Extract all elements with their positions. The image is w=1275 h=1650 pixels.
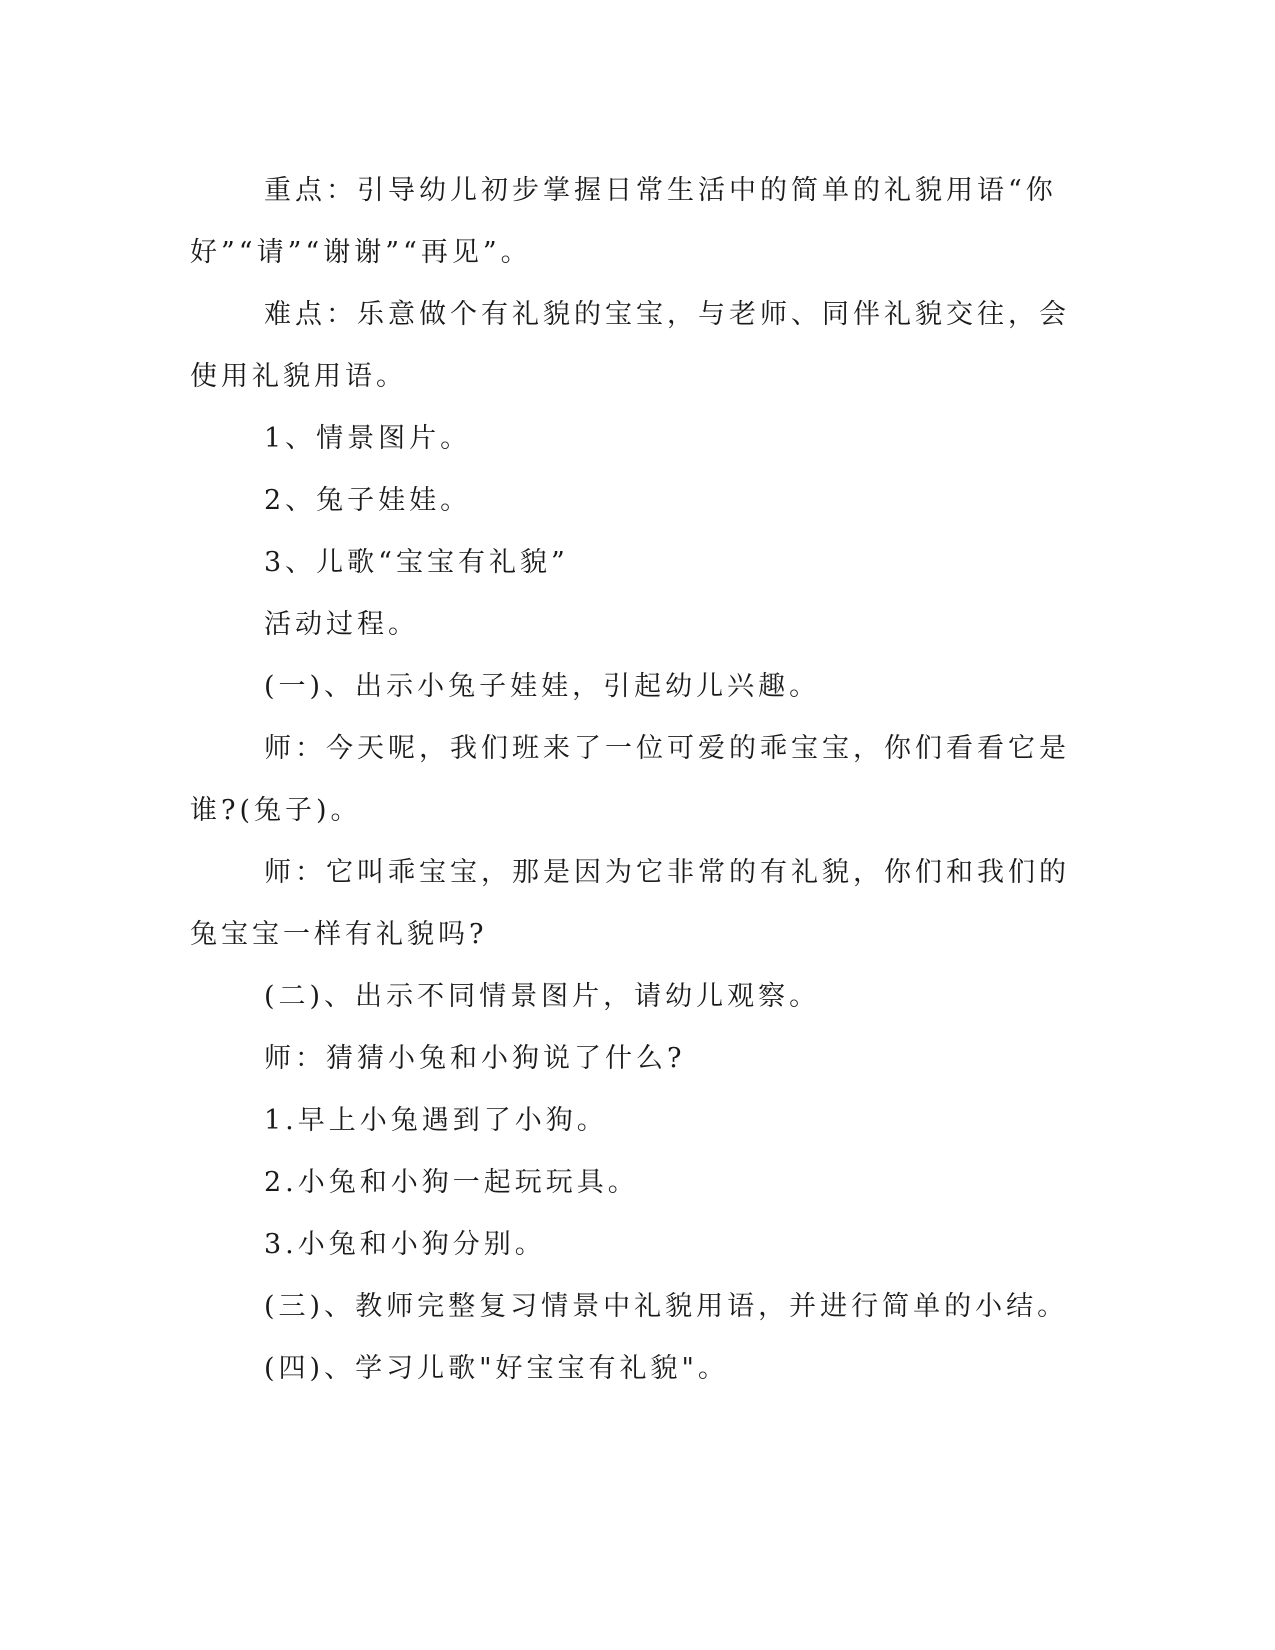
- step-heading-4: (四)、学习儿歌"好宝宝有礼貌"。: [264, 1353, 729, 1384]
- step-heading-3: (三)、教师完整复习情景中礼貌用语，并进行简单的小结。: [264, 1291, 1069, 1322]
- teacher-line-1: 师：今天呢，我们班来了一位可爱的乖宝宝，你们看看它是谁?(兔子)。: [190, 733, 1070, 826]
- list-item-material-3: 3、儿歌“宝宝有礼貌”: [264, 547, 569, 578]
- scene-item-1: 1.早上小兔遇到了小狗。: [264, 1105, 608, 1136]
- scene-item-3: 3.小兔和小狗分别。: [264, 1229, 546, 1260]
- scene-item-2: 2.小兔和小狗一起玩玩具。: [264, 1167, 639, 1198]
- paragraph-difficulty: 难点：乐意做个有礼貌的宝宝，与老师、同伴礼貌交往，会使用礼貌用语。: [190, 299, 1070, 392]
- section-heading-activity: 活动过程。: [264, 609, 419, 640]
- paragraph-key-point: 重点：引导幼儿初步掌握日常生活中的简单的礼貌用语“你好”“请”“谢谢”“再见”。: [190, 175, 1057, 268]
- list-item-material-2: 2、兔子娃娃。: [264, 485, 472, 516]
- list-item-material-1: 1、情景图片。: [264, 423, 472, 454]
- step-heading-1: (一)、出示小兔子娃娃，引起幼儿兴趣。: [264, 671, 821, 702]
- teacher-line-3: 师：猜猜小兔和小狗说了什么?: [264, 1043, 686, 1074]
- document-body: [190, 160, 1070, 1400]
- step-heading-2: (二)、出示不同情景图片，请幼儿观察。: [264, 981, 821, 1012]
- teacher-line-2: 师：它叫乖宝宝，那是因为它非常的有礼貌，你们和我们的兔宝宝一样有礼貌吗?: [190, 857, 1070, 950]
